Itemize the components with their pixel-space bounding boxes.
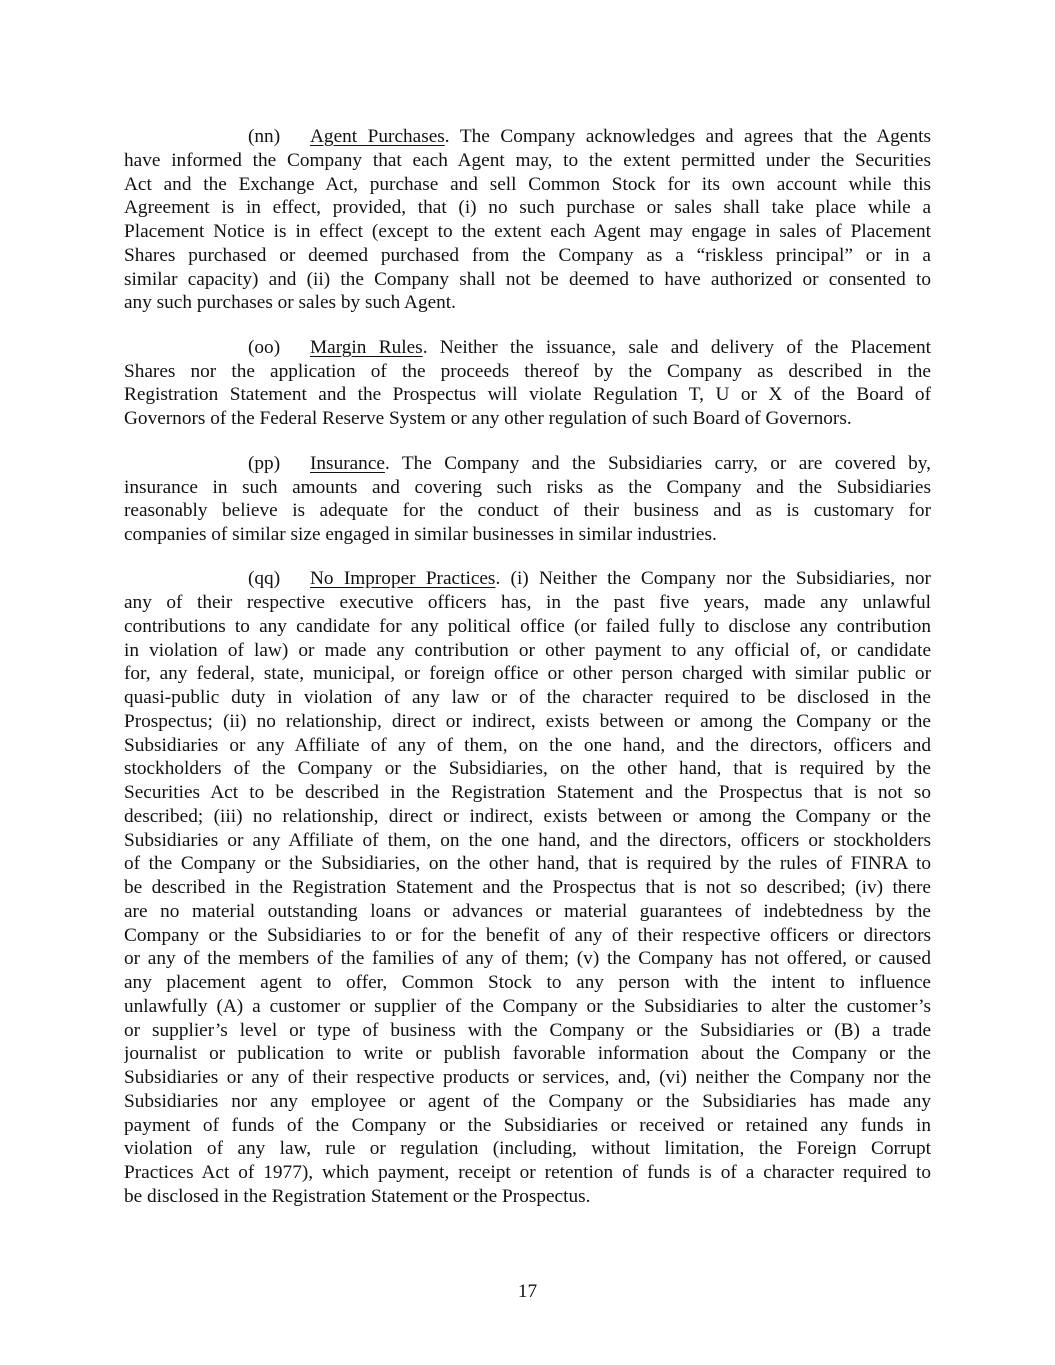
paragraph-line: or supplier’s level or type of business with the Company or the Subsidiaries or (B) a trade	[124, 1020, 931, 1041]
paragraph-line: Shares purchased or deemed purchased from the Company as a “riskless principal” or in a	[124, 245, 931, 266]
paragraph-line: reasonably believe is adequate for the conduct of their business and as is customary for	[124, 500, 931, 521]
paragraph-line: any such purchases or sales by such Agent.	[124, 292, 456, 313]
paragraph-line: have informed the Company that each Agent may, to the extent permitted under the Securities	[124, 150, 931, 171]
paragraph-line: Company or the Subsidiaries to or for the benefit of any of their respective officers or directors	[124, 925, 931, 946]
paragraph-first-line	[248, 336, 931, 360]
paragraph-line: in violation of law) or made any contribution or other payment to any official of, or candidate	[124, 640, 931, 661]
paragraph-line: or any of the members of the families of any of them; (v) the Company has not offered, or caused	[124, 948, 931, 969]
paragraph-line: Registration Statement and the Prospectus will violate Regulation T, U or X of the Board of	[124, 384, 931, 405]
paragraph-line: Practices Act of 1977), which payment, receipt or retention of funds is of a character required to	[124, 1162, 931, 1183]
paragraph-line: quasi-public duty in violation of any law or of the character required to be disclosed in the	[124, 687, 931, 708]
paragraph-first-line	[248, 452, 931, 476]
paragraph-line: are no material outstanding loans or advances or material guarantees of indebtedness by the	[124, 901, 931, 922]
paragraph-line: stockholders of the Company or the Subsidiaries, on the other hand, that is required by the	[124, 758, 931, 779]
paragraph-text: . The Company and the Subsidiaries carry, or are covered by,	[384, 453, 931, 474]
paragraph-text: . The Company acknowledges and agrees that the Agents	[444, 126, 931, 147]
paragraph-text: . (i) Neither the Company nor the Subsidiaries, nor	[495, 568, 931, 589]
paragraph-line: be described in the Registration Statement and the Prospectus that is not so described; (iv) there	[124, 877, 931, 898]
paragraph-line: violation of any law, rule or regulation (including, without limitation, the Foreign Corrupt	[124, 1138, 931, 1159]
paragraph-line: be disclosed in the Registration Statement or the Prospectus.	[124, 1186, 591, 1207]
paragraph-first-line	[248, 567, 931, 591]
paragraph-line: unlawfully (A) a customer or supplier of the Company or the Subsidiaries to alter the customer’s	[124, 996, 931, 1017]
paragraph-line: payment of funds of the Company or the Subsidiaries or received or retained any funds in	[124, 1115, 931, 1136]
paragraph-line: Agreement is in effect, provided, that (i) no such purchase or sales shall take place while a	[124, 197, 931, 218]
paragraph-first-line	[248, 125, 931, 149]
paragraph-line: Subsidiaries nor any employee or agent of the Company or the Subsidiaries has made any	[124, 1091, 931, 1112]
section-heading: Agent Purchases	[310, 126, 445, 147]
paragraph-line: journalist or publication to write or publish favorable information about the Company or the	[124, 1043, 931, 1064]
paragraph-line: companies of similar size engaged in similar businesses in similar industries.	[124, 524, 717, 545]
paragraph-line: described; (iii) no relationship, direct or indirect, exists between or among the Company or the	[124, 806, 931, 827]
page-number: 17	[517, 1281, 538, 1302]
paragraph-text: . Neither the issuance, sale and delivery of the Placement	[422, 337, 931, 358]
section-heading: No Improper Practices	[310, 568, 496, 589]
paragraph-line: Subsidiaries or any of their respective products or services, and, (vi) neither the Company nor the	[124, 1067, 931, 1088]
section-label: (oo)	[248, 337, 281, 358]
paragraph-line: contributions to any candidate for any political office (or failed fully to disclose any contribution	[124, 616, 931, 637]
section-heading: Margin Rules	[310, 337, 423, 358]
section-label: (pp)	[248, 453, 281, 474]
paragraph-line: similar capacity) and (ii) the Company shall not be deemed to have authorized or consented to	[124, 269, 931, 290]
paragraph-line: of the Company or the Subsidiaries, on the other hand, that is required by the rules of FINRA to	[124, 853, 931, 874]
paragraph-line: Prospectus; (ii) no relationship, direct or indirect, exists between or among the Company or the	[124, 711, 931, 732]
section-heading: Insurance	[310, 453, 385, 474]
paragraph-line: any placement agent to offer, Common Stock to any person with the intent to influence	[124, 972, 931, 993]
paragraph-line: Subsidiaries or any Affiliate of any of them, on the one hand, and the directors, officers and	[124, 735, 931, 756]
paragraph-line: Shares nor the application of the proceeds thereof by the Company as described in the	[124, 361, 931, 382]
paragraph-line: Securities Act to be described in the Registration Statement and the Prospectus that is not so	[124, 782, 931, 803]
paragraph-line: Act and the Exchange Act, purchase and sell Common Stock for its own account while this	[124, 174, 931, 195]
section-label: (qq)	[248, 568, 281, 589]
paragraph-line: for, any federal, state, municipal, or foreign office or other person charged with similar public or	[124, 663, 931, 684]
paragraph-line: Governors of the Federal Reserve System or any other regulation of such Board of Governors.	[124, 408, 852, 429]
paragraph-line: Placement Notice is in effect (except to the extent each Agent may engage in sales of Placement	[124, 221, 931, 242]
section-label: (nn)	[248, 126, 281, 147]
paragraph-line: Subsidiaries or any Affiliate of them, on the one hand, and the directors, officers or stockholders	[124, 830, 931, 851]
paragraph-line: any of their respective executive officers has, in the past five years, made any unlawful	[124, 592, 931, 613]
paragraph-line: insurance in such amounts and covering such risks as the Company and the Subsidiaries	[124, 477, 931, 498]
